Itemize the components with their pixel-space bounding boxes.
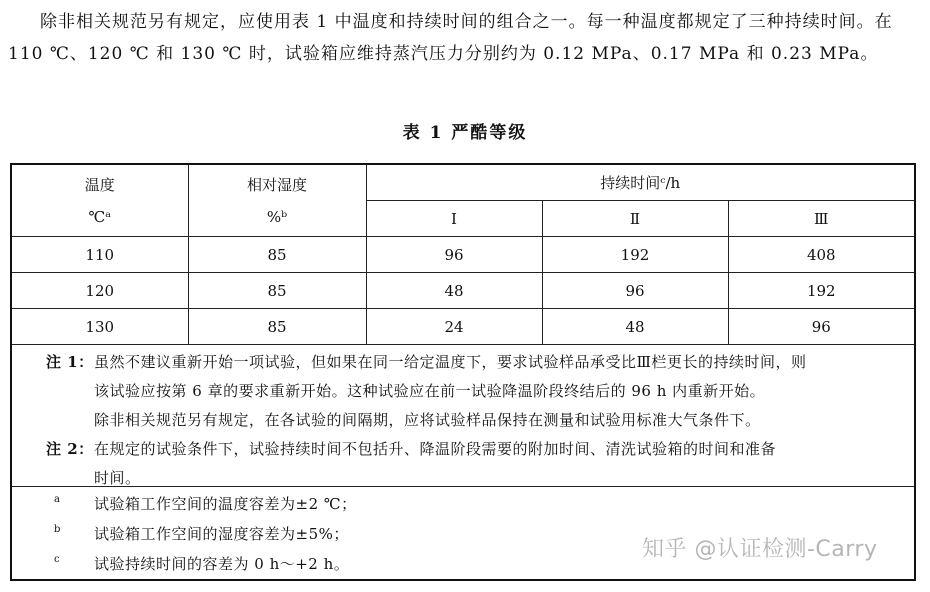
header-level-1: Ⅰ — [366, 201, 542, 237]
note-2 — [12, 435, 914, 464]
note-1-line-3-row — [12, 406, 914, 435]
footnote-a-mark: a — [54, 494, 61, 505]
header-humidity-unit: %ᵇ — [266, 207, 288, 226]
cell-rh: 85 — [188, 309, 366, 345]
note-1-line-3: 除非相关规范另有规定，在各试验的间隔期，应将试验样品保持在测量和试验用标准大气条件下。 — [94, 411, 761, 429]
severity-table — [12, 165, 914, 345]
table-caption: 表 1 严酷等级 — [402, 123, 528, 143]
note-1-tag: 注 1： — [46, 353, 94, 371]
footnote-c-text: 试验持续时间的容差为 0 h～+2 h。 — [94, 555, 350, 573]
cell-d3: 96 — [728, 309, 914, 345]
cell-d2: 48 — [542, 309, 728, 345]
footnote-c-mark: c — [54, 554, 61, 565]
header-level-2: Ⅱ — [542, 201, 728, 237]
note-1-line-2-row — [12, 377, 914, 406]
cell-d3: 192 — [728, 273, 914, 309]
table-row — [12, 309, 914, 345]
footnote-a — [12, 489, 914, 519]
note-1-line-1: 虽然不建议重新开始一项试验，但如果在同一给定温度下，要求试验样品承受比Ⅲ栏更长的持续时间，则 — [94, 353, 807, 371]
header-temperature-unit: ℃ᵃ — [88, 207, 112, 226]
footnote-b-text: 试验箱工作空间的湿度容差为±5%； — [94, 525, 349, 543]
header-temperature — [12, 165, 188, 237]
table-row — [12, 273, 914, 309]
footnote-a-text: 试验箱工作空间的温度容差为±2 ℃； — [94, 495, 357, 513]
cell-temp: 130 — [12, 309, 188, 345]
cell-d1: 24 — [366, 309, 542, 345]
cell-rh: 85 — [188, 237, 366, 273]
cell-temp: 110 — [12, 237, 188, 273]
table-row — [12, 237, 914, 273]
header-temperature-label: 温度 — [84, 175, 115, 194]
cell-rh: 85 — [188, 273, 366, 309]
note-1-line-2: 该试验应按第 6 章的要求重新开始。这种试验应在前一试验降温阶段终结后的 96 h 内重新开始。 — [94, 382, 766, 400]
header-duration: 持续时间ᶜ/h — [366, 165, 914, 201]
note-2-line-2: 时间。 — [94, 469, 141, 487]
cell-d3: 408 — [728, 237, 914, 273]
note-2-tag: 注 2： — [46, 440, 94, 458]
intro-paragraph: 除非相关规范另有规定，应使用表 1 中温度和持续时间的组合之一。每一种温度都规定了三种持续时间。在 110 ℃、120 ℃ 和 130 ℃ 时，试验箱应维持蒸汽压力分别约为 0.12 MPa、0.17 MPa 和 0.23 MPa。 — [8, 12, 893, 64]
header-level-3: Ⅲ — [728, 201, 914, 237]
cell-d1: 48 — [366, 273, 542, 309]
cell-d2: 192 — [542, 237, 728, 273]
cell-temp: 120 — [12, 273, 188, 309]
header-humidity-label: 相对湿度 — [246, 175, 307, 194]
cell-d2: 96 — [542, 273, 728, 309]
watermark: 知乎 @认证检测-Carry — [642, 537, 878, 562]
note-2-line-1: 在规定的试验条件下，试验持续时间不包括升、降温阶段需要的附加时间、清洗试验箱的时间和准备 — [94, 440, 777, 458]
table-notes — [12, 344, 914, 487]
header-humidity — [188, 165, 366, 237]
note-1 — [12, 348, 914, 377]
cell-d1: 96 — [366, 237, 542, 273]
severity-table-frame — [10, 163, 916, 581]
footnote-b-mark: b — [54, 524, 61, 535]
